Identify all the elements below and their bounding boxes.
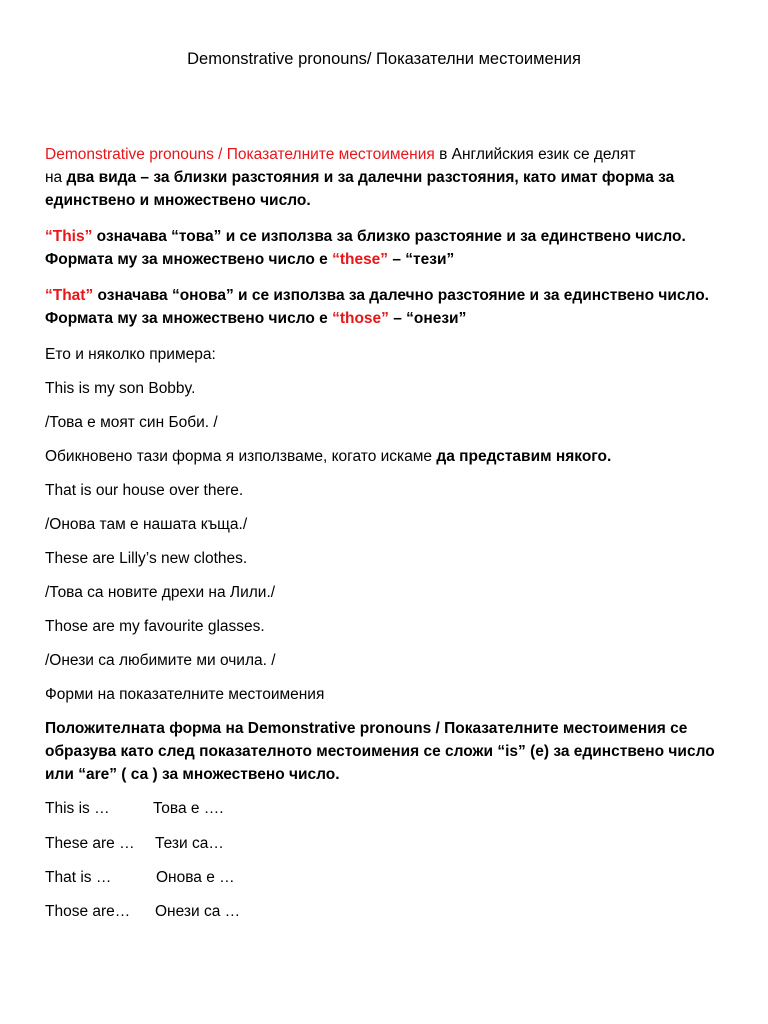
intro-text-2: на xyxy=(45,169,67,186)
positive-form-paragraph: Положителната форма на Demonstrative pronouns / Показателните местоимения се образува като след показателното местоимения се сложи “is” (е) за единствено число или “are” ( са ) за множествено число. xyxy=(45,720,715,783)
pair-bg: Тези са… xyxy=(155,835,224,852)
pair-bg: Онези са … xyxy=(155,903,241,920)
intro-term: Demonstrative pronouns / Показателните местоимения xyxy=(45,146,435,163)
example-2: That is our house over there. xyxy=(45,482,244,499)
example-3-translation: /Това са новите дрехи на Лили./ xyxy=(45,584,276,601)
this-rule-paragraph xyxy=(45,225,735,271)
intro-paragraph xyxy=(45,143,735,212)
intro-text: в Английския език се делят xyxy=(434,146,636,163)
this-line2: Формата му за множествено число е xyxy=(45,251,333,268)
pair-en: That is … xyxy=(45,869,112,886)
those-word: “those” xyxy=(332,310,389,327)
pair-bg: Онова е … xyxy=(156,869,235,886)
example-4-translation: /Онези са любимите ми очила. / xyxy=(45,652,276,669)
example-1: This is my son Bobby. xyxy=(45,380,196,397)
this-line1: означава “това” и се използва за близко разстояние и за единствено число. xyxy=(92,228,686,245)
that-word: “That” xyxy=(45,287,94,304)
that-line1: означава “онова” и се използва за далечно разстояние и за единствено число. xyxy=(93,287,709,304)
usage-note xyxy=(45,445,735,468)
that-line2: Формата му за множествено число е xyxy=(45,310,333,327)
pair-en: This is … xyxy=(45,800,110,817)
usage-note-text: Обикновено тази форма я използваме, когато искаме xyxy=(45,448,437,465)
these-word: “these” xyxy=(332,251,389,268)
example-4: Those are my favourite glasses. xyxy=(45,618,265,635)
pair-en: These are … xyxy=(45,835,135,852)
that-tail: – “онези” xyxy=(388,310,467,327)
usage-note-bold: да представим някого. xyxy=(436,448,612,465)
this-word: “This” xyxy=(45,228,93,245)
that-rule-paragraph xyxy=(45,284,735,330)
this-tail: – “тези” xyxy=(388,251,455,268)
example-2-translation: /Онова там е нашата къща./ xyxy=(45,516,248,533)
example-3: These are Lilly’s new clothes. xyxy=(45,550,248,567)
page-title: Demonstrative pronouns/ Показателни местоимения xyxy=(187,50,581,68)
intro-bold: два вида – за близки разстояния и за далечни разстояния, като имат форма за единствено и множествено число. xyxy=(45,169,675,209)
example-1-translation: /Това е моят син Боби. / xyxy=(45,414,218,431)
forms-heading: Форми на показателните местоимения xyxy=(45,686,325,703)
pair-en: Those are… xyxy=(45,903,131,920)
examples-intro: Ето и няколко примера: xyxy=(45,346,216,363)
pair-bg: Това е …. xyxy=(153,800,224,817)
